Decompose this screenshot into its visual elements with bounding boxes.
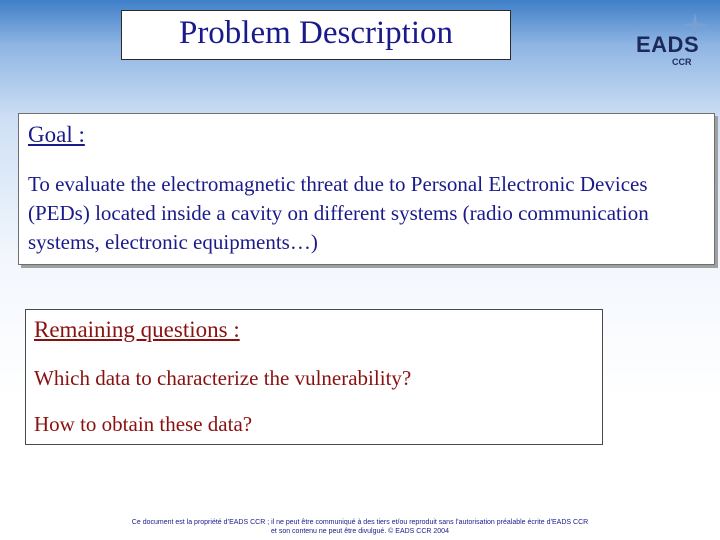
slide-title-box [121,10,511,60]
goal-heading: Goal : [28,122,85,147]
copyright-footer [95,518,625,536]
footer-line-2: et son contenu ne peut être divulgué. © EADS CCR 2004 [271,528,449,535]
goal-box [18,113,715,265]
question-item: Which data to characterize the vulnerability? [34,366,412,390]
remaining-questions-box [25,309,603,445]
question-item: How to obtain these data? [34,412,253,436]
remaining-questions-heading: Remaining questions : [34,317,240,342]
goal-text: To evaluate the electromagnetic threat due to Personal Electronic Devices (PEDs) located inside a cavity on different systems (radio communication systems, electronic equipments…) [28,172,649,254]
slide-title: Problem Description [178,15,454,51]
eads-logo [628,10,713,70]
logo-brand-text: EADS [636,32,700,57]
logo-sub-text: CCR [672,57,692,67]
footer-line-1: Ce document est la propriété d’EADS CCR ; il ne peut être communiqué à des tiers et/ou reproduit sans l’autorisation préalable écrite d’EADS CCR [131,519,589,526]
